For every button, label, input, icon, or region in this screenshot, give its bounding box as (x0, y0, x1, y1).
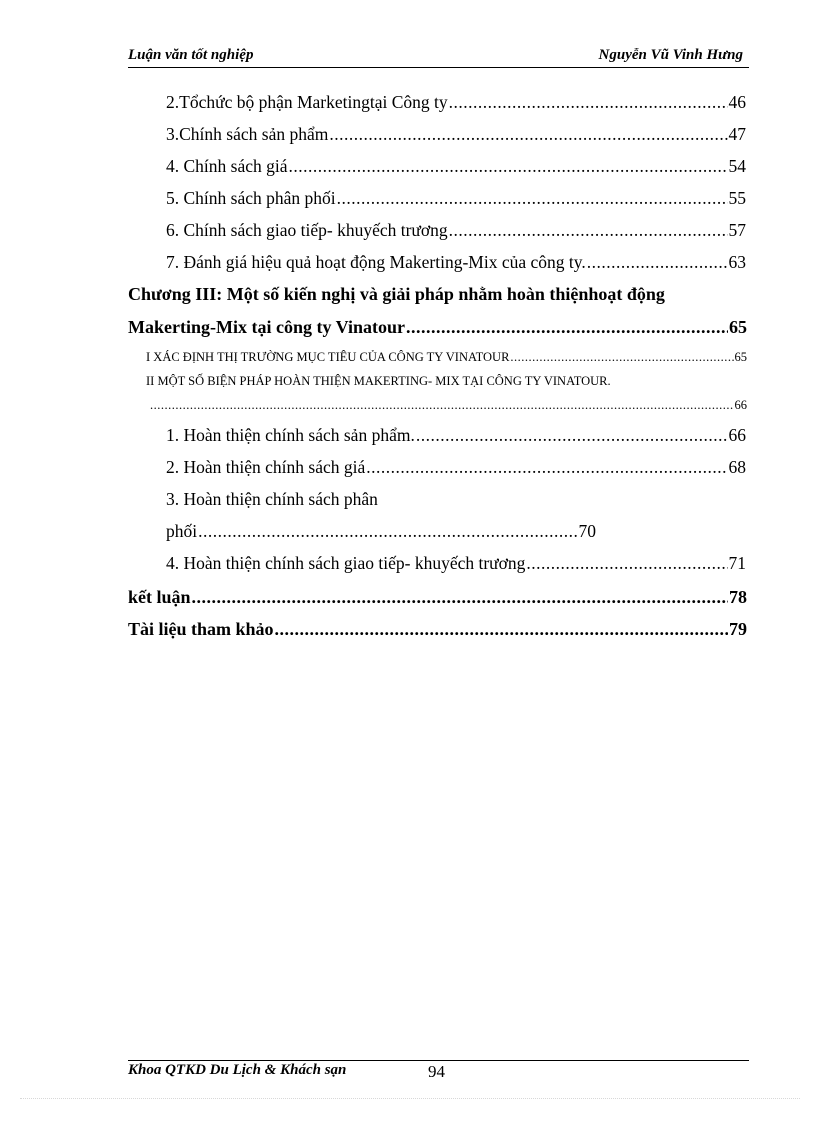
toc-section-text[interactable]: II MỘT SỐ BIỆN PHÁP HOÀN THIỆN MAKERTING- MIX TẠI CÔNG TY VINATOUR. (146, 374, 611, 388)
toc-entry-text: phối (166, 521, 198, 541)
toc-entry-text[interactable]: 3. Hoàn thiện chính sách phân (166, 489, 378, 509)
toc-entry[interactable] (166, 252, 746, 273)
toc-chapter[interactable] (128, 317, 747, 338)
toc-leader (366, 457, 727, 478)
toc-entry-continuation[interactable] (166, 521, 596, 542)
header-left: Luận văn tốt nghiệp (128, 47, 254, 63)
toc-entry[interactable] (166, 92, 746, 113)
toc-leader (510, 350, 733, 365)
toc-entry-page: 66 (728, 425, 746, 445)
page-number: 94 (428, 1062, 445, 1081)
toc-section[interactable] (146, 350, 747, 365)
toc-entry-text: 6. Chính sách giao tiếp- khuyếch trương (166, 220, 448, 240)
toc-leader (587, 252, 728, 273)
toc-entry-page: 55 (728, 188, 746, 208)
toc-entry-page: 46 (728, 92, 746, 112)
toc-entry[interactable] (166, 220, 746, 241)
toc-entry[interactable] (166, 425, 746, 446)
toc-entry-page: 68 (728, 457, 746, 477)
toc-entry-text: 3.Chính sách sản phẩm (166, 124, 329, 144)
toc-entry-page: 65 (729, 317, 747, 337)
toc-section-continuation[interactable] (150, 398, 747, 413)
toc-entry-text: 4. Chính sách giá (166, 156, 288, 176)
toc-entry-text: 4. Hoàn thiện chính sách giao tiếp- khuyếch trương (166, 553, 526, 573)
toc-entry[interactable] (166, 156, 746, 177)
toc-entry-text: 1. Hoàn thiện chính sách sản phẩm. (166, 425, 415, 445)
toc-entry[interactable] (166, 124, 746, 145)
toc-entry-text: Tài liệu tham khảo (128, 619, 274, 639)
page-edge-divider (20, 1098, 800, 1099)
toc-leader (406, 317, 728, 338)
toc-entry-page: 70 (578, 521, 596, 541)
toc-entry-page: 63 (728, 252, 746, 272)
toc-leader (289, 156, 728, 177)
toc-section-text: I XÁC ĐỊNH THỊ TRƯỜNG MỤC TIÊU CỦA CÔNG TY VINATOUR (146, 350, 510, 364)
page-header (128, 45, 749, 68)
toc-entry-text: kết luận (128, 587, 191, 607)
toc-entry-page: 54 (728, 156, 746, 176)
toc-entry-page: 78 (729, 587, 747, 607)
toc-entry[interactable] (166, 188, 746, 209)
toc-leader (416, 425, 728, 446)
toc-entry-page: 79 (729, 619, 747, 639)
toc-leader (337, 188, 728, 209)
toc-entry-page: 57 (728, 220, 746, 240)
toc-entry-page: 47 (728, 124, 746, 144)
header-right: Nguyễn Vũ Vinh Hưng (598, 47, 743, 63)
toc-entry-text: 2. Hoàn thiện chính sách giá (166, 457, 366, 477)
toc-conclusion[interactable] (128, 587, 747, 608)
toc-references[interactable] (128, 619, 747, 640)
toc-leader (275, 619, 728, 640)
toc-entry-page: 71 (728, 553, 746, 573)
toc-entry-page: 66 (734, 398, 747, 412)
toc-leader (449, 92, 728, 113)
toc-leader (329, 124, 727, 145)
toc-leader (150, 398, 734, 413)
toc-leader (192, 587, 728, 608)
page-footer (128, 1060, 749, 1079)
toc-entry-text: 7. Đánh giá hiệu quả hoạt động Makerting-Mix của công ty. (166, 252, 586, 272)
toc-leader (449, 220, 728, 241)
toc-leader (198, 521, 577, 542)
footer-left: Khoa QTKD Du Lịch & Khách sạn (128, 1062, 347, 1078)
toc-entry-page: 65 (734, 350, 747, 364)
toc-entry[interactable] (166, 457, 746, 478)
chapter-3-title-line2: Makerting-Mix tại công ty Vinatour (128, 317, 405, 337)
chapter-3-title-line1[interactable]: Chương III: Một số kiến nghị và giải pháp nhằm hoàn thiệnhoạt động (128, 284, 665, 304)
toc-entry-text: 2.Tổchức bộ phận Marketingtại Công ty (166, 92, 448, 112)
toc-entry[interactable] (166, 553, 746, 574)
toc-leader (526, 553, 727, 574)
toc-entry-text: 5. Chính sách phân phối (166, 188, 336, 208)
